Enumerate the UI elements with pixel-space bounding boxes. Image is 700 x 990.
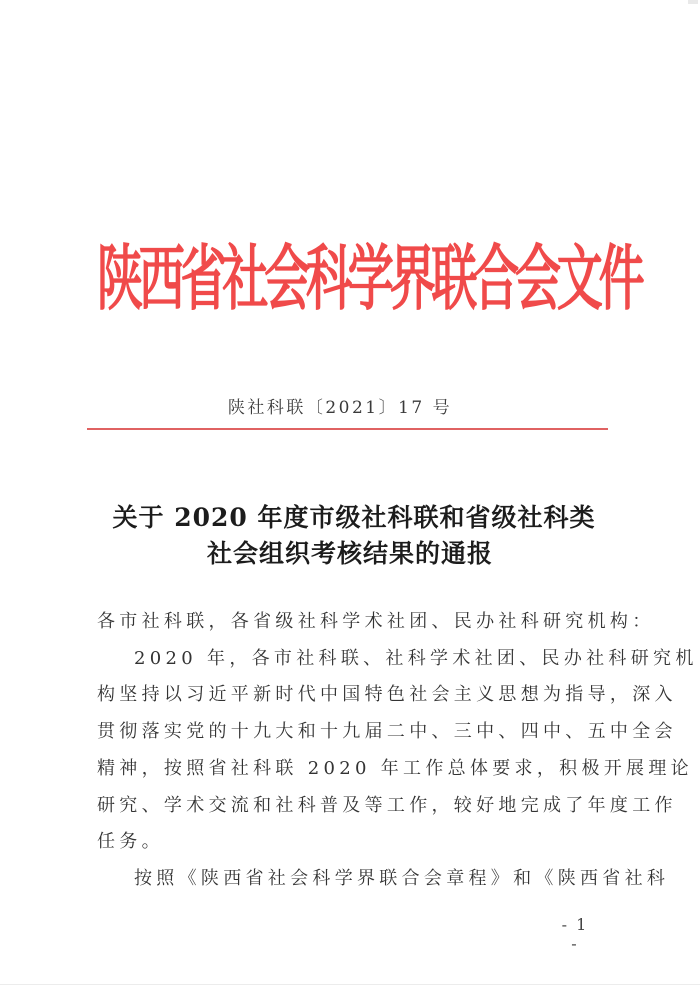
title-line-2: 社会组织考核结果的通报	[206, 539, 493, 568]
page-number: - 1 -	[561, 915, 589, 953]
masthead-char: 联	[431, 236, 478, 320]
document-title	[0, 500, 700, 572]
document-number-text: 陕社科联〔2021〕17 号	[227, 398, 453, 418]
masthead-char: 省	[180, 236, 227, 320]
title-line-1: 关于 2020 年度市级社科联和省级社科类	[112, 503, 596, 532]
masthead-char: 西	[138, 236, 185, 320]
red-divider-rule	[87, 428, 608, 430]
scan-artifact	[688, 0, 698, 4]
body-line: 精神，按照省社科联 2020 年工作总体要求，积极开展理论	[97, 757, 693, 779]
masthead-char: 科	[305, 236, 352, 320]
masthead-char: 合	[473, 236, 520, 320]
body-line: 构坚持以习近平新时代中国特色社会主义思想为指导，深入	[97, 684, 677, 706]
body-line: 任务。	[97, 831, 164, 853]
masthead-char: 社	[222, 236, 269, 320]
document-number	[0, 396, 700, 420]
masthead-char: 会	[264, 236, 311, 320]
masthead-char: 文	[556, 236, 603, 320]
salutation: 各市社科联，各省级社科学术社团、民办社科研究机构：	[97, 611, 655, 632]
masthead-char: 界	[389, 236, 436, 320]
masthead-char: 学	[347, 236, 394, 320]
masthead-char: 会	[514, 236, 561, 320]
page-bottom-edge	[0, 984, 700, 985]
body-line: 贯彻落实党的十九大和十九届二中、三中、四中、五中全会	[97, 721, 677, 743]
masthead-header	[97, 236, 645, 320]
masthead-char: 件	[598, 236, 645, 320]
body-line: 2020 年，各市社科联、社科学术社团、民办社科研究机	[134, 647, 698, 669]
masthead-char: 陕	[97, 236, 143, 320]
body-line: 按照《陕西省社会科学界联合会章程》和《陕西省社科	[134, 867, 670, 889]
document-body	[97, 604, 698, 898]
body-line: 研究、学术交流和社科普及等工作，较好地完成了年度工作	[97, 794, 677, 816]
